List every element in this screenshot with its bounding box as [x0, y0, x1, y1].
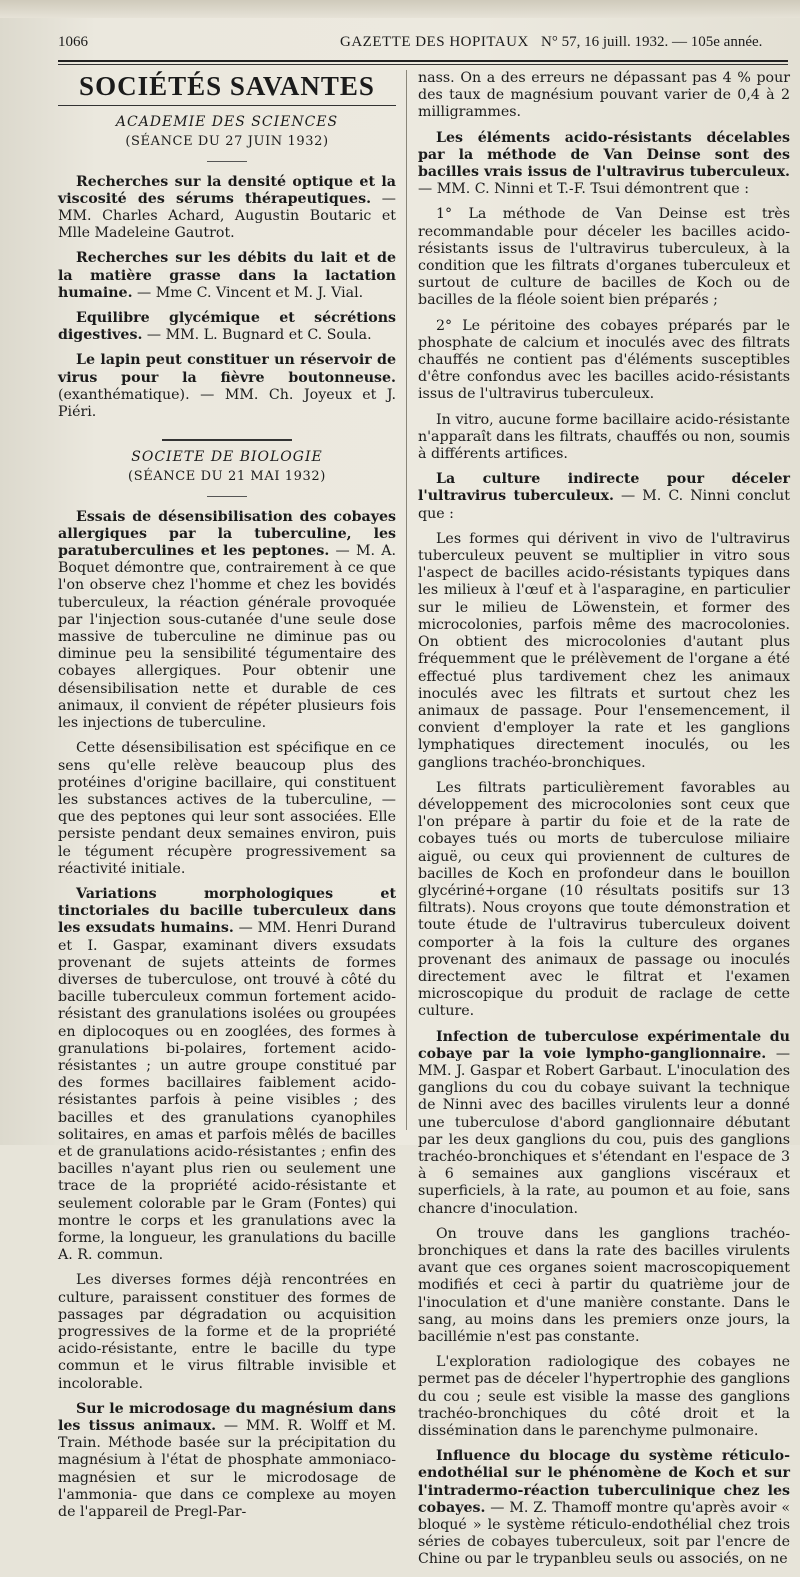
header-rule-thin [58, 64, 788, 65]
paragraph-text: — MM. R. Wolff et M. Train. Méthode basée sur la précipitation du magnésium à l'état de phosphate ammoniaco-magnésien et sur le microdosage de l'ammonia- que dans ce complexe au moyen de l'appareil de Pregl-Par- [58, 1418, 396, 1521]
paragraph [418, 1354, 790, 1440]
paragraph-text: Les filtrats particulièrement favorables au développement des microcolonies sont ceux que l'on prépare à partir du foie et de la rate de cobayes tués ou morts de tuberculose miliaire aiguë, ou ceux qui proviennent de cultures de bacilles de Koch en profondeur dans le bouillon glycériné+organe (10 résultats positifs sur 13 filtrats). Nous croyons que toute démonstration et toute étude de l'ultravirus tuberculeux doivent comporter à la fois la culture des organes provenant des animaux de passage ou inoculés directement avec le filtrat et l'examen microscopique du produit de raclage de cette culture. [418, 779, 790, 1020]
academy-heading: ACADEMIE DES SCIENCES [115, 114, 339, 131]
academy-date: (SÉANCE DU 27 JUIN 1932) [125, 134, 329, 150]
page-fold [0, 0, 800, 18]
paragraph-text: Les diverses formes déjà rencontrées en culture, paraissent constituer des formes de passages par dégradation ou acquisition progressives de la forme et de la propriété acido-résistante, entre le bacille du type commun et le virus filtrable invisible et incolorable. [58, 1272, 396, 1392]
paragraph-text: — MM. C. Ninni et T.-F. Tsui démontrent que : [418, 181, 749, 198]
paragraph-text: On trouve dans les ganglions trachéo-bronchiques et dans la rate des bacilles virulents avant que ces organes soient macroscopiquement modifiés et ceci à partir du quatrième jour de l'inoculation et d'une manière constante. Dans le sang, au moins dans les premiers onze jours, la bacillémie n'est pas constante. [418, 1225, 790, 1346]
right-column [418, 70, 790, 1577]
paragraph-title: Le lapin peut constituer un réservoir de virus pour la fièvre boutonneuse. [58, 352, 396, 386]
paragraph-text: — M. Z. Thamoff montre qu'après avoir « bloqué » le système réticulo-endothélial chez trois séries de cobayes tuberculeux, soit par l'encre de Chine ou par le trypanbleu seuls ou associés, on ne [418, 1499, 790, 1568]
paragraph [418, 318, 790, 404]
paragraph-text: — M. A. Boquet démontre que, contrairement à ce que l'on observe chez l'homme et chez les bovidés tuberculeux, la réaction générale provoquée par l'injection sous-cutanée d'une seule dose massive de tuberculine ne diminue pas ou diminue peu la sensibilité tégumentaire des cobayes allergiques. Pour obtenir une désensibilisation nette et durable de ces animaux, il convient de répéter plusieurs fois les injections de tuberculine. [58, 543, 396, 732]
paragraph-title: Essais de désensibilisation des cobayes allergiques par la tuberculine, les paratuberculines et les peptones. [58, 508, 396, 560]
paragraph-title: La culture indirecte pour déceler l'ultravirus tuberculeux. [418, 471, 790, 505]
right-items [418, 70, 790, 1569]
journal-title: GAZETTE DES HOPITAUX [340, 34, 529, 50]
paragraph-text: (exanthématique). — MM. Ch. Joyeux et J. Piéri. [58, 386, 396, 421]
paragraph-text: In vitro, aucune forme bacillaire acido-résistante n'apparaît dans les filtrats, chauffés ou non, soumis à différents artifices. [418, 411, 790, 463]
paragraph [418, 780, 790, 1021]
paragraph [58, 310, 396, 344]
paragraph-title: Sur le microdosage du magnésium dans les tissus animaux. [58, 1400, 396, 1435]
short-rule-2 [207, 496, 247, 497]
paragraph [418, 206, 790, 309]
paragraph [418, 531, 790, 772]
paragraph-text: 1° La méthode de Van Deinse est très recommandable pour déceler les bacilles acido-résistants issus de l'ultravirus tuberculeux, à la condition que les filtrats d'organes tuberculeux et surtout de culture de bacilles de Koch ou de bacilles de la fléole soient bien préparés ; [418, 206, 790, 309]
paragraph [58, 740, 396, 878]
biology-items [58, 509, 396, 1522]
paragraph-text: Cette désensibilisation est spécifique en ce sens qu'elle relève beaucoup plus des protéines d'origine bacillaire, qui constituent les substances actives de la tuberculine, — que des peptones qui leur sont associées. Elle persiste pendant deux semaines environ, puis le tégument récupère progressivement sa réactivité initiale. [58, 740, 396, 877]
paragraph-text: — MM. Charles Achard, Augustin Boutaric et Mlle Madeleine Gautrot. [58, 190, 396, 242]
divider-rule [162, 439, 292, 441]
paragraph [58, 250, 396, 302]
paragraph-title: Recherches sur les débits du lait et de la matière grasse dans la lactation humaine. [58, 250, 396, 301]
paragraph [58, 1272, 396, 1392]
paragraph-text: — MM. L. Bugnard et C. Soula. [142, 327, 372, 344]
paragraph [418, 471, 790, 523]
issue-info: N° 57, 16 juill. 1932. — 105e année. [541, 34, 763, 50]
paragraph [58, 174, 396, 243]
paragraph [418, 130, 790, 199]
paragraph [58, 886, 396, 1264]
paragraph-text: — M. C. Ninni conclut que : [418, 488, 791, 522]
paragraph [418, 1029, 790, 1218]
paragraph-title: Recherches sur la densité optique et la viscosité des sérums thérapeutiques. [58, 173, 396, 207]
running-header [58, 30, 788, 56]
header-rule [58, 60, 788, 62]
paragraph-text: — MM. Henri Durand et I. Gaspar, examinant divers exsudats provenant de sujets atteints de formes diverses de tuberculose, ont trouvé à côté du bacille tuberculeux commun fortement acido-résistant des granulations isolées ou groupées en diplocoques ou en zooglées, des formes à granulations bi-polaires, fortement acido-résistantes ; un autre groupe constitué par des formes bacillaires faiblement acido-résistantes parfois à peine visibles ; des bacilles et des granulations cyanophiles solitaires, en amas et parfois mêlés de bacilles et de granulations acido-résistantes ; enfin des bacilles n'ayant plus rien ou seulement une trace de la propriété acido-résistante et seulement colorable par le Gram (Fontes) qui montre le corps et les granulations avec la forme, la longueur, les granulations du bacille A. R. commun. [58, 920, 396, 1264]
paragraph [418, 412, 790, 464]
paragraph-text: nass. On a des erreurs ne dépassant pas 4 % pour des taux de magnésium pouvant varier de 0,4 à 2 milligrammes. [418, 70, 790, 121]
page-number: 1066 [58, 34, 88, 50]
paragraph [58, 509, 396, 733]
paragraph-text: Les formes qui dérivent in vivo de l'ultravirus tuberculeux peuvent se multiplier in vitro sous l'aspect de bacilles acido-résistants typiques dans les milieux à l'œuf et à l'asparagine, en particulier sur le milieu de Löwenstein, et former des microcolonies, parfois même des macrocolonies. On obtient des microcolonies d'autant plus fréquemment que le prélèvement de l'organe a été effectué plus tardivement chez les animaux inoculés avec les filtrats et surtout chez les animaux de passage. Pour l'ensemencement, il convient d'employer la rate et les ganglions lymphatiques directement inoculés, ou les ganglions trachéo-bronchiques. [418, 530, 790, 771]
paragraph-text: — MM. J. Gaspar et Robert Garbaut. L'inoculation des ganglions du cou du cobaye suivant la technique de Ninni avec des bacilles virulents leur a donné une tuberculose d'abord ganglionnaire débutant par les deux ganglions du cou, puis des ganglions trachéo-bronchiques et s'étendant en l'espace de 3 à 6 semaines aux ganglions viscéraux et superficiels, à la rate, au poumon et au foie, sans chancre d'inoculation. [418, 1045, 791, 1217]
paragraph-title: Les éléments acido-résistants décelables par la méthode de Van Deinse sont des bacilles vrais issus de l'ultravirus tuberculeux. [418, 129, 790, 181]
paragraph-title: Equilibre glycémique et sécrétions digestives. [58, 310, 396, 344]
paragraph-text: L'exploration radiologique des cobayes ne permet pas de déceler l'hypertrophie des ganglions du cou ; seule est visible la masse des ganglions trachéo-bronchiques du côté droit et la dissémination dans le parenchyme pulmonaire. [418, 1354, 790, 1440]
society-date: (SÉANCE DU 21 MAI 1932) [128, 469, 326, 485]
column-separator [406, 70, 407, 1130]
short-rule [207, 161, 247, 162]
paragraph-text: — Mme C. Vincent et M. J. Vial. [132, 284, 364, 301]
paragraph [418, 70, 790, 122]
paragraph [58, 352, 396, 421]
section-title: SOCIÉTÉS SAVANTES [79, 71, 375, 101]
section-rule [58, 105, 396, 106]
paragraph [58, 1401, 396, 1521]
academy-items [58, 174, 396, 422]
paragraph [418, 1226, 790, 1346]
left-column [58, 70, 396, 1529]
paragraph-title: Influence du blocage du système réticulo-endothélial sur le phénomène de Koch et sur l'intradermo-réaction tuberculinique chez les cobayes. [418, 1448, 790, 1516]
paragraph-title: Variations morphologiques et tinctoriales du bacille tuberculeux dans les exsudats humains. [58, 885, 396, 937]
paragraph-title: Infection de tuberculose expérimentale du cobaye par la voie lympho-ganglionnaire. [418, 1028, 790, 1062]
society-heading: SOCIETE DE BIOLOGIE [131, 449, 323, 466]
paragraph [418, 1448, 790, 1568]
paragraph-text: 2° Le péritoine des cobayes préparés par le phosphate de calcium et inoculés avec des filtrats chauffés ne contient pas d'éléments susceptibles d'être confondus avec les bacilles acido-résistants issus de l'ultravirus tuberculeux. [418, 317, 790, 403]
